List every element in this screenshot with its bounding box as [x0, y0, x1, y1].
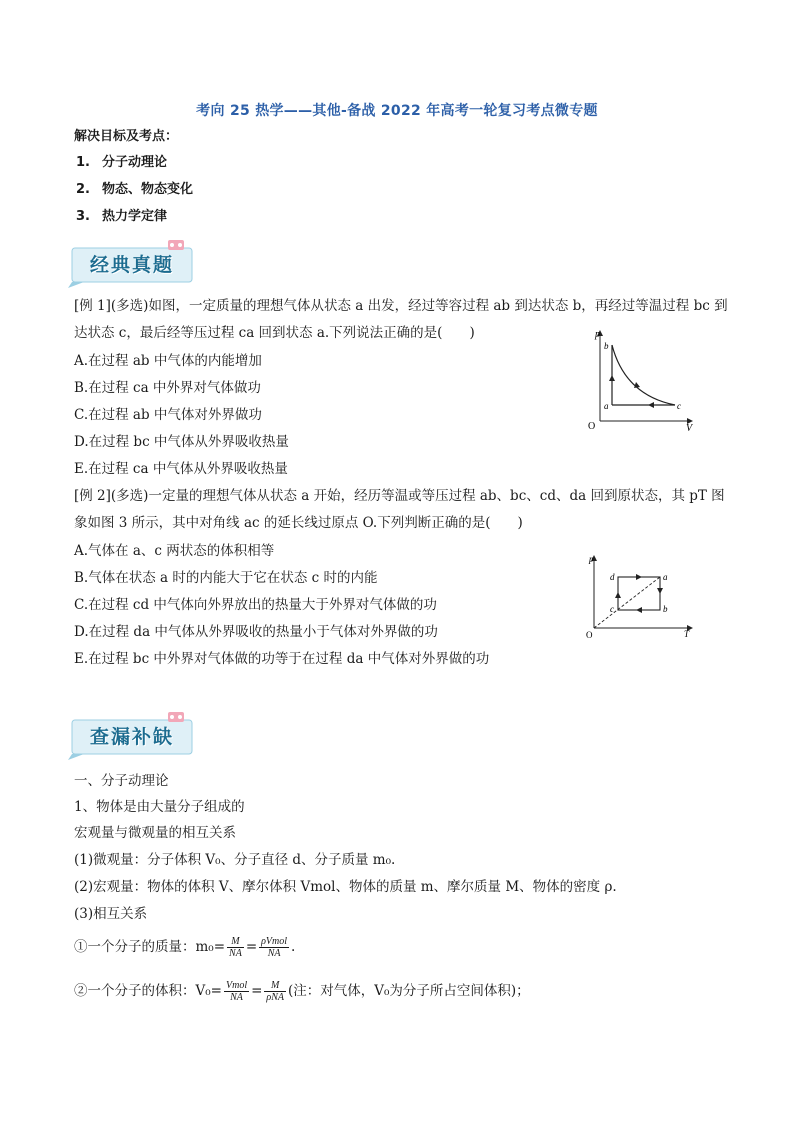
fraction — [259, 936, 289, 959]
denominator: NA — [230, 992, 243, 1003]
subsection-heading: 1、物体是由大量分子组成的 — [74, 799, 245, 815]
v-axis-label: V — [686, 423, 693, 434]
numerator: Vmol — [225, 980, 248, 991]
goal-number: 3. — [76, 209, 90, 224]
numerator: ρVmol — [261, 936, 288, 947]
p-axis-label: p — [595, 329, 600, 340]
diagonal-ac-line — [594, 577, 660, 628]
review-badge — [64, 710, 202, 762]
goal-text: 热力学定律 — [102, 209, 168, 224]
formula-suffix: . — [291, 939, 296, 955]
section-heading: 一、分子动理论 — [74, 773, 169, 789]
numerator: M — [227, 936, 244, 948]
p-axis-label: p — [589, 554, 594, 564]
goal-item-1 — [76, 153, 167, 173]
pt-diagram — [580, 552, 700, 642]
example1-option-b: B.在过程 ca 中外界对气体做功 — [74, 380, 261, 396]
example2-option-b: B.气体在状态 a 时的内能大于它在状态 c 时的内能 — [74, 570, 378, 586]
point-a-label: a — [663, 572, 668, 582]
point-a-label: a — [604, 401, 609, 411]
denominator: ρNA — [266, 992, 284, 1003]
equals-sign: = — [251, 983, 263, 999]
badge-label: 查漏补缺 — [90, 726, 175, 748]
fraction — [264, 980, 286, 1003]
goal-text: 分子动理论 — [102, 155, 168, 170]
goal-item-2 — [76, 180, 193, 200]
example1-line2: 达状态 c，最后经等压过程 ca 回到状态 a.下列说法正确的是( ) — [74, 325, 475, 341]
point-b-label: b — [604, 341, 609, 351]
point-b-label: b — [663, 604, 668, 614]
goal-text: 物态、物态变化 — [102, 182, 194, 197]
origin-label: O — [588, 421, 596, 432]
formula-molecule-mass — [74, 936, 295, 959]
goals-heading: 解决目标及考点： — [74, 129, 179, 144]
example1-option-a: A.在过程 ab 中气体的内能增加 — [74, 353, 262, 369]
goal-item-3 — [76, 207, 167, 227]
example1-option-e: E.在过程 ca 中气体从外界吸收热量 — [74, 461, 288, 477]
goal-number: 1. — [76, 155, 90, 170]
numerator: M — [264, 980, 286, 992]
example1-line1: [例 1](多选)如图，一定质量的理想气体从状态 a 出发，经过等容过程 ab 到达状态 b，再经过等温过程 bc 到 — [74, 298, 728, 314]
goal-number: 2. — [76, 182, 90, 197]
classic-questions-badge — [64, 238, 202, 290]
example2-line1: [例 2](多选)一定量的理想气体从状态 a 开始，经历等温或等压过程 ab、bc、cd、da 回到原状态，其 pT 图 — [74, 488, 725, 504]
formula-prefix: ①一个分子的质量：m₀= — [74, 939, 226, 955]
example1-option-d: D.在过程 bc 中气体从外界吸收热量 — [74, 434, 289, 450]
example2-option-d: D.在过程 da 中气体从外界吸收的热量小于气体对外界做的功 — [74, 624, 438, 640]
point-d-label: d — [610, 572, 615, 582]
point-c-label: c — [677, 401, 681, 411]
example2-option-c: C.在过程 cd 中气体向外界放出的热量大于外界对气体做的功 — [74, 597, 437, 613]
badge-label: 经典真题 — [90, 254, 175, 276]
formula-suffix: (注：对气体，V₀为分子所占空间体积)； — [287, 983, 530, 999]
example2-option-e: E.在过程 bc 中外界对气体做的功等于在过程 da 中气体对外界做的功 — [74, 651, 490, 667]
equals-sign: = — [245, 939, 258, 955]
denominator: NA — [229, 948, 242, 959]
point-c-label: c — [610, 604, 614, 614]
formula-prefix: ②一个分子的体积：V₀= — [74, 983, 222, 999]
example2-option-a: A.气体在 a、c 两状态的体积相等 — [74, 543, 275, 559]
origin-label: O — [586, 630, 593, 640]
process-bc — [612, 345, 675, 405]
micro-quantities: (1)微观量：分子体积 V₀、分子直径 d、分子质量 m₀. — [74, 852, 396, 868]
document-title: 考向 25 热学——其他-备战 2022 年高考一轮复习考点微专题 — [196, 103, 598, 119]
formula-molecule-volume — [74, 980, 530, 1003]
example2-line2: 象如图 3 所示，其中对角线 ac 的延长线过原点 O.下列判断正确的是( ) — [74, 515, 523, 531]
fraction — [224, 980, 249, 1003]
example1-option-c: C.在过程 ab 中气体对外界做功 — [74, 407, 262, 423]
pv-diagram — [580, 325, 700, 435]
denominator: NA — [267, 948, 281, 959]
fraction — [227, 936, 244, 959]
relation-heading: 宏观量与微观量的相互关系 — [74, 825, 236, 841]
macro-quantities: (2)宏观量：物体的体积 V、摩尔体积 Vmol、物体的质量 m、摩尔质量 M、物体的密度 ρ. — [74, 879, 617, 895]
t-axis-label: T — [684, 629, 690, 639]
mutual-relation-heading: (3)相互关系 — [74, 906, 148, 922]
